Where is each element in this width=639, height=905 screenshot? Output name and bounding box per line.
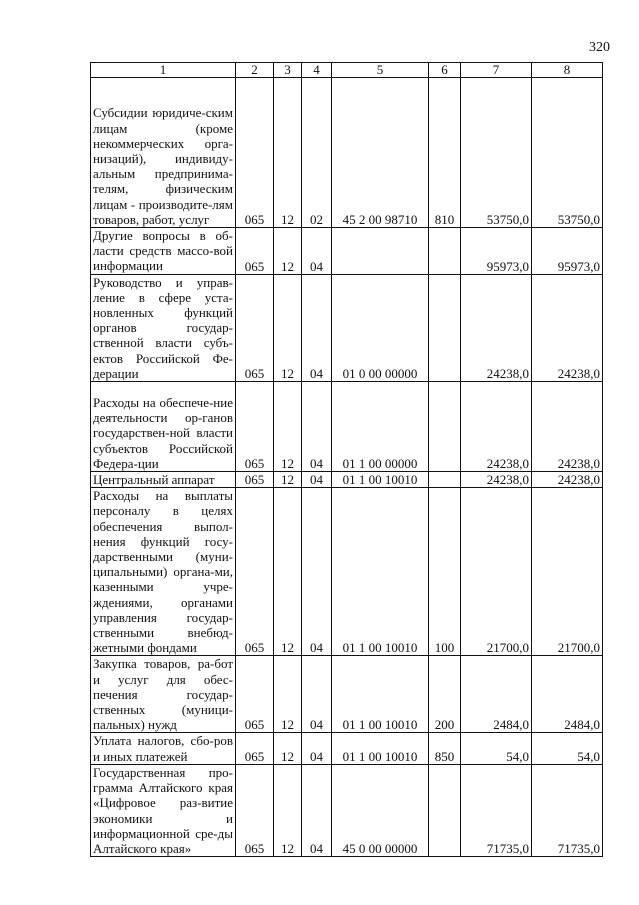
cell-section: 12 <box>274 488 302 656</box>
cell-ministry: 065 <box>236 733 274 764</box>
cell-ministry: 065 <box>236 274 274 381</box>
cell-amount-8: 54,0 <box>532 733 603 764</box>
page-number: 320 <box>589 40 610 55</box>
cell-section: 12 <box>274 228 302 275</box>
cell-amount-7: 21700,0 <box>461 488 532 656</box>
cell-amount-8: 24238,0 <box>532 274 603 381</box>
cell-expense-type: 850 <box>429 733 461 764</box>
header-cell-5: 5 <box>332 63 429 78</box>
cell-ministry: 065 <box>236 382 274 472</box>
cell-target-article: 01 1 00 10010 <box>332 472 429 488</box>
cell-amount-7: 24238,0 <box>461 472 532 488</box>
row-name: Расходы на обеспече-ние деятельности ор-ганов государствен-ной власти субъектов Российской Федера-ции <box>91 382 236 472</box>
cell-section: 12 <box>274 274 302 381</box>
cell-amount-8: 2484,0 <box>532 656 603 733</box>
table-row <box>91 472 603 488</box>
cell-subsection: 04 <box>302 764 332 856</box>
cell-section: 12 <box>274 78 302 228</box>
cell-subsection: 04 <box>302 274 332 381</box>
table-row <box>91 488 603 656</box>
row-name: Государственная про-грамма Алтайского края «Цифровое раз-витие экономики и информационной сре-ды Алтайского края» <box>91 764 236 856</box>
header-cell-1: 1 <box>91 63 236 78</box>
header-cell-7: 7 <box>461 63 532 78</box>
cell-subsection: 04 <box>302 656 332 733</box>
cell-target-article <box>332 228 429 275</box>
cell-expense-type: 100 <box>429 488 461 656</box>
cell-target-article: 01 1 00 00000 <box>332 382 429 472</box>
cell-section: 12 <box>274 656 302 733</box>
table-row <box>91 764 603 856</box>
cell-target-article: 01 1 00 10010 <box>332 656 429 733</box>
cell-expense-type <box>429 382 461 472</box>
cell-ministry: 065 <box>236 764 274 856</box>
table-row <box>91 382 603 472</box>
row-name: Субсидии юридиче-ским лицам (кроме некоммерческих орга-низаций), индивиду-альным предпринима-телям, физическим лицам - производите-лям товаров, работ, услуг <box>91 78 236 228</box>
row-name: Уплата налогов, сбо-ров и иных платежей <box>91 733 236 764</box>
cell-section: 12 <box>274 382 302 472</box>
cell-amount-8: 95973,0 <box>532 228 603 275</box>
row-name: Расходы на выплаты персоналу в целях обеспечения выпол-нения функций госу-дарственными (муни-ципальными) органа-ми, казенными учре-ждениями, органами управления государ-ственными внебюд-жетными фондами <box>91 488 236 656</box>
cell-target-article: 01 1 00 10010 <box>332 733 429 764</box>
table-row <box>91 78 603 228</box>
cell-amount-7: 71735,0 <box>461 764 532 856</box>
cell-subsection: 04 <box>302 228 332 275</box>
cell-amount-8: 71735,0 <box>532 764 603 856</box>
cell-section: 12 <box>274 733 302 764</box>
cell-expense-type <box>429 764 461 856</box>
cell-section: 12 <box>274 764 302 856</box>
budget-table <box>90 62 603 857</box>
cell-amount-7: 95973,0 <box>461 228 532 275</box>
cell-amount-7: 2484,0 <box>461 656 532 733</box>
table-row <box>91 656 603 733</box>
row-name: Руководство и управ-ление в сфере уста-новленных функций органов государ-ственной власти субъ-ектов Российской Фе-дерации <box>91 274 236 381</box>
table-row <box>91 274 603 381</box>
row-name: Другие вопросы в об-ласти средств массо-вой информации <box>91 228 236 275</box>
cell-expense-type <box>429 228 461 275</box>
cell-ministry: 065 <box>236 488 274 656</box>
cell-expense-type <box>429 472 461 488</box>
header-cell-3: 3 <box>274 63 302 78</box>
header-cell-6: 6 <box>429 63 461 78</box>
cell-expense-type <box>429 274 461 381</box>
cell-subsection: 04 <box>302 488 332 656</box>
cell-section: 12 <box>274 472 302 488</box>
cell-subsection: 04 <box>302 382 332 472</box>
header-cell-4: 4 <box>302 63 332 78</box>
cell-target-article: 45 2 00 98710 <box>332 78 429 228</box>
cell-ministry: 065 <box>236 228 274 275</box>
table-row <box>91 228 603 275</box>
cell-amount-7: 24238,0 <box>461 382 532 472</box>
header-cell-2: 2 <box>236 63 274 78</box>
table-header-row <box>91 63 603 78</box>
cell-expense-type: 810 <box>429 78 461 228</box>
table-row <box>91 733 603 764</box>
header-cell-8: 8 <box>532 63 603 78</box>
cell-amount-8: 24238,0 <box>532 472 603 488</box>
cell-amount-7: 24238,0 <box>461 274 532 381</box>
cell-amount-8: 24238,0 <box>532 382 603 472</box>
cell-target-article: 01 1 00 10010 <box>332 488 429 656</box>
cell-expense-type: 200 <box>429 656 461 733</box>
row-name: Центральный аппарат <box>91 472 236 488</box>
cell-ministry: 065 <box>236 78 274 228</box>
cell-ministry: 065 <box>236 472 274 488</box>
cell-ministry: 065 <box>236 656 274 733</box>
cell-amount-7: 53750,0 <box>461 78 532 228</box>
cell-subsection: 02 <box>302 78 332 228</box>
cell-amount-8: 53750,0 <box>532 78 603 228</box>
row-name: Закупка товаров, ра-бот и услуг для обес-печения государ-ственных (муници-пальных) нужд <box>91 656 236 733</box>
cell-amount-8: 21700,0 <box>532 488 603 656</box>
cell-subsection: 04 <box>302 472 332 488</box>
cell-subsection: 04 <box>302 733 332 764</box>
cell-amount-7: 54,0 <box>461 733 532 764</box>
cell-target-article: 01 0 00 00000 <box>332 274 429 381</box>
cell-target-article: 45 0 00 00000 <box>332 764 429 856</box>
